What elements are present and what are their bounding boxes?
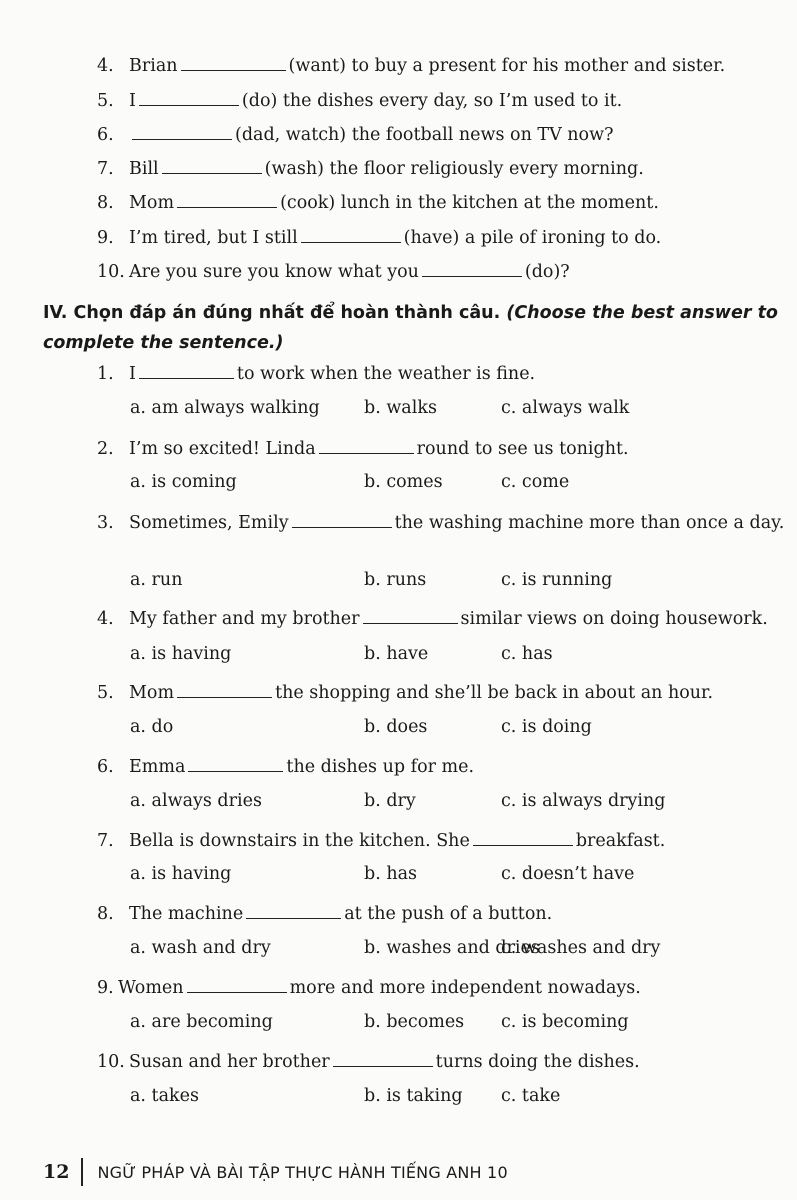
option-b[interactable]: b. have (364, 644, 429, 664)
exercise-item: 6. (dad, watch) the football news on TV now? (97, 125, 614, 145)
option-c[interactable]: c. is always drying (501, 791, 666, 811)
question-stem: 2. I’m so excited! Linda round to see us tonight. (97, 439, 629, 459)
footer-divider (81, 1158, 83, 1186)
answer-blank[interactable] (333, 1051, 433, 1067)
answer-blank[interactable] (292, 512, 392, 528)
question-stem: 10. Susan and her brother turns doing the dishes. (97, 1052, 640, 1072)
question-stem: 7. Bella is downstairs in the kitchen. She breakfast. (97, 831, 666, 851)
question-stem: 3. Sometimes, Emily the washing machine more than once a day. (97, 513, 785, 533)
answer-blank[interactable] (181, 55, 286, 71)
option-c[interactable]: c. is becoming (501, 1012, 629, 1032)
option-b[interactable]: b. is taking (364, 1086, 463, 1106)
option-c[interactable]: c. has (501, 644, 553, 664)
option-a[interactable]: a. run (130, 570, 183, 590)
answer-blank[interactable] (246, 903, 341, 919)
question-stem: 4. My father and my brother similar views on doing housework. (97, 609, 768, 629)
answer-blank[interactable] (139, 90, 239, 106)
option-a[interactable]: a. always dries (130, 791, 262, 811)
option-c[interactable]: c. is running (501, 570, 613, 590)
answer-blank[interactable] (301, 227, 401, 243)
option-a[interactable]: a. am always walking (130, 398, 320, 418)
section-heading: IV. Chọn đáp án đúng nhất để hoàn thành câu. (Choose the best answer to complete the sentence.) (43, 303, 778, 353)
answer-blank[interactable] (139, 363, 234, 379)
book-title: NGỮ PHÁP VÀ BÀI TẬP THỰC HÀNH TIẾNG ANH 10 (97, 1162, 508, 1182)
answer-blank[interactable] (132, 124, 232, 140)
option-b[interactable]: b. dry (364, 791, 416, 811)
option-a[interactable]: a. is having (130, 864, 232, 884)
option-b[interactable]: b. washes and dries (364, 938, 540, 958)
question-stem: 8. The machine at the push of a button. (97, 904, 553, 924)
exercise-item: 4. Brian (want) to buy a present for his mother and sister. (97, 56, 726, 76)
option-a[interactable]: a. do (130, 717, 174, 737)
answer-blank[interactable] (363, 608, 458, 624)
exercise-item: 7. Bill (wash) the floor religiously every morning. (97, 159, 644, 179)
answer-blank[interactable] (162, 158, 262, 174)
question-stem: 9. Women more and more independent nowadays. (97, 978, 641, 998)
option-b[interactable]: b. becomes (364, 1012, 465, 1032)
option-c[interactable]: c. is doing (501, 717, 592, 737)
answer-blank[interactable] (177, 192, 277, 208)
option-c[interactable]: c. always walk (501, 398, 630, 418)
answer-blank[interactable] (188, 756, 283, 772)
question-stem: 6. Emma the dishes up for me. (97, 757, 475, 777)
answer-blank[interactable] (422, 261, 522, 277)
question-stem: 5. Mom the shopping and she’ll be back in about an hour. (97, 683, 714, 703)
option-a[interactable]: a. wash and dry (130, 938, 271, 958)
option-c[interactable]: c. take (501, 1086, 561, 1106)
option-b[interactable]: b. runs (364, 570, 427, 590)
answer-blank[interactable] (473, 830, 573, 846)
page-number: 12 (43, 1161, 70, 1183)
option-b[interactable]: b. has (364, 864, 418, 884)
exercise-item: 10. Are you sure you know what you (do)? (97, 262, 570, 282)
exercise-item: 9. I’m tired, but I still (have) a pile of ironing to do. (97, 228, 662, 248)
question-stem: 1. I to work when the weather is fine. (97, 364, 536, 384)
option-b[interactable]: b. comes (364, 472, 443, 492)
option-b[interactable]: b. walks (364, 398, 437, 418)
option-a[interactable]: a. is coming (130, 472, 237, 492)
exercise-item: 5. I (do) the dishes every day, so I’m used to it. (97, 91, 623, 111)
answer-blank[interactable] (319, 438, 414, 454)
option-b[interactable]: b. does (364, 717, 428, 737)
answer-blank[interactable] (177, 682, 272, 698)
page-footer (43, 1158, 508, 1186)
option-a[interactable]: a. takes (130, 1086, 199, 1106)
option-c[interactable]: c. come (501, 472, 570, 492)
option-c[interactable]: c. washes and dry (501, 938, 661, 958)
answer-blank[interactable] (187, 977, 287, 993)
option-a[interactable]: a. are becoming (130, 1012, 273, 1032)
option-c[interactable]: c. doesn’t have (501, 864, 635, 884)
option-a[interactable]: a. is having (130, 644, 232, 664)
exercise-item: 8. Mom (cook) lunch in the kitchen at the moment. (97, 193, 659, 213)
